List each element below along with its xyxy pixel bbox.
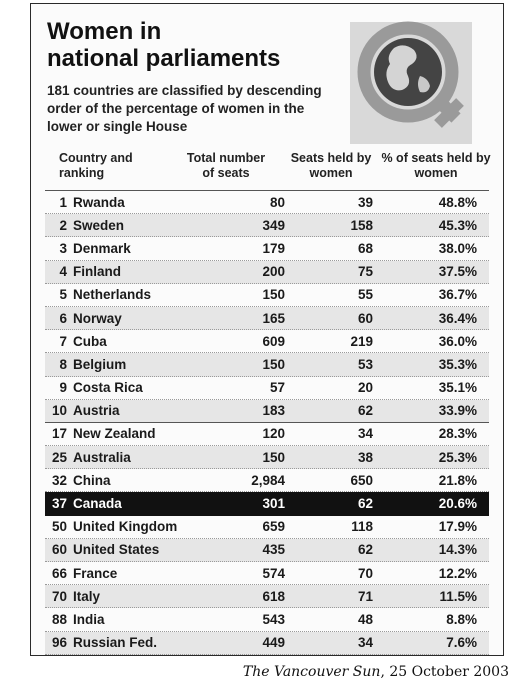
women-seats-cell: 71 [357,588,373,604]
women-seats-cell: 118 [351,519,373,535]
percent-cell: 28.3% [438,426,477,442]
source-date: , 25 October 2003 [380,664,509,680]
percent-cell: 36.7% [438,287,477,303]
rank-cell: 9 [59,380,67,396]
country-cell: Sweden [73,217,125,233]
women-seats-cell: 48 [357,611,373,627]
rank-cell: 10 [51,403,67,419]
table-row [45,446,489,469]
total-seats-cell: 150 [262,449,285,465]
table-row [45,539,489,562]
country-cell: Belgium [73,356,127,372]
country-cell: New Zealand [73,426,156,442]
total-seats-cell: 301 [262,496,285,512]
total-seats-cell: 659 [262,519,285,535]
total-seats-cell: 449 [262,635,285,651]
percent-cell: 48.8% [438,194,477,210]
total-seats-cell: 543 [262,611,285,627]
country-cell: Costa Rica [73,380,143,396]
source-credit [243,664,509,680]
total-seats-cell: 200 [262,264,285,280]
percent-cell: 17.9% [438,519,477,535]
table-row [45,492,489,515]
rank-cell: 7 [59,333,67,349]
percent-cell: 45.3% [438,217,477,233]
country-cell: United Kingdom [73,519,178,535]
country-cell: Austria [73,403,120,419]
rank-cell: 70 [51,588,67,604]
total-seats-cell: 349 [262,217,285,233]
percent-cell: 7.6% [446,635,477,651]
rank-cell: 37 [51,496,67,512]
percent-cell: 25.3% [438,449,477,465]
women-seats-cell: 20 [357,380,373,396]
country-cell: United States [73,542,160,558]
women-seats-cell: 34 [357,426,373,442]
country-cell: Australia [73,449,131,465]
percent-cell: 37.5% [438,264,477,280]
table-row [45,423,489,446]
subtitle: 181 countries are classified by descending order of the percentage of women in the lower or single House [47,83,322,134]
percent-cell: 36.0% [438,333,477,349]
table-row [45,632,489,655]
women-seats-cell: 53 [357,356,373,372]
table-row [45,377,489,400]
percent-cell: 35.3% [438,356,477,372]
percent-cell: 14.3% [438,542,477,558]
rank-cell: 50 [51,519,67,535]
table-row [45,214,489,237]
title-line-2: national parliaments [47,45,281,72]
women-seats-cell: 158 [350,217,373,233]
total-seats-cell: 80 [269,194,285,210]
total-seats-cell: 609 [262,333,285,349]
total-seats-cell: 618 [262,588,285,604]
total-seats-cell: 2,984 [251,472,285,488]
women-seats-cell: 62 [357,403,373,419]
women-seats-cell: 55 [357,287,373,303]
total-seats-cell: 435 [262,542,285,558]
article-clipping [30,3,504,656]
total-seats-cell: 165 [262,310,285,326]
country-cell: India [73,611,105,627]
percent-cell: 20.6% [438,496,477,512]
table-row [45,469,489,492]
rank-cell: 5 [59,287,67,303]
table-row [45,608,489,631]
total-seats-cell: 574 [262,565,285,581]
country-cell: Italy [73,588,101,604]
rank-cell: 25 [51,449,67,465]
table-row [45,353,489,376]
percent-cell: 38.0% [438,240,477,256]
total-seats-cell: 57 [269,380,285,396]
table-row [45,307,489,330]
table-row [45,284,489,307]
total-seats-cell: 150 [262,287,285,303]
rank-cell: 3 [59,240,67,256]
women-seats-cell: 68 [357,240,373,256]
country-cell: Rwanda [73,194,125,210]
women-seats-cell: 219 [350,333,373,349]
percent-cell: 8.8% [446,611,477,627]
table-row [45,261,489,284]
header-percent: % of seats held by women [381,151,491,180]
title-line-1: Women in [47,18,162,45]
percent-cell: 36.4% [438,310,477,326]
women-seats-cell: 38 [357,449,373,465]
country-cell: Denmark [73,240,131,256]
percent-cell: 12.2% [438,565,477,581]
country-cell: Cuba [73,333,107,349]
table-row [45,516,489,539]
country-cell: France [73,565,118,581]
source-paper: The Vancouver Sun [242,664,381,680]
rank-cell: 88 [51,611,67,627]
rank-cell: 96 [51,635,67,651]
rank-cell: 6 [59,310,67,326]
country-cell: Finland [73,264,121,280]
country-cell: Russian Fed. [73,635,158,651]
women-seats-cell: 34 [357,635,373,651]
data-table [45,190,489,655]
country-cell: Netherlands [73,287,152,303]
total-seats-cell: 183 [262,403,285,419]
women-seats-cell: 62 [357,496,373,512]
table-row [45,191,489,214]
table-row [45,330,489,353]
rank-cell: 66 [51,565,67,581]
percent-cell: 35.1% [438,380,477,396]
table-row [45,400,489,423]
globe-female-symbol-icon [336,14,486,154]
header-total-seats: Total number of seats [186,151,266,180]
rank-cell: 17 [51,426,67,442]
women-seats-cell: 60 [357,310,373,326]
rank-cell: 60 [51,542,67,558]
women-seats-cell: 70 [357,565,373,581]
country-cell: Norway [73,310,122,326]
rank-cell: 1 [59,194,67,210]
total-seats-cell: 120 [262,426,285,442]
table-row [45,562,489,585]
header-women-seats: Seats held by women [290,151,372,180]
rank-cell: 32 [51,472,67,488]
women-seats-cell: 650 [350,472,373,488]
percent-cell: 21.8% [438,472,477,488]
rank-cell: 8 [59,356,67,372]
women-seats-cell: 62 [357,542,373,558]
total-seats-cell: 150 [262,356,285,372]
total-seats-cell: 179 [262,240,285,256]
rank-cell: 2 [59,217,67,233]
rank-cell: 4 [59,264,67,280]
table-row [45,585,489,608]
page-title [47,18,280,72]
header-country: Country and ranking [59,151,133,180]
country-cell: China [73,472,111,488]
percent-cell: 11.5% [439,588,477,604]
women-seats-cell: 75 [357,264,373,280]
women-seats-cell: 39 [357,194,373,210]
table-row [45,237,489,260]
percent-cell: 33.9% [438,403,477,419]
country-cell: Canada [73,496,122,512]
